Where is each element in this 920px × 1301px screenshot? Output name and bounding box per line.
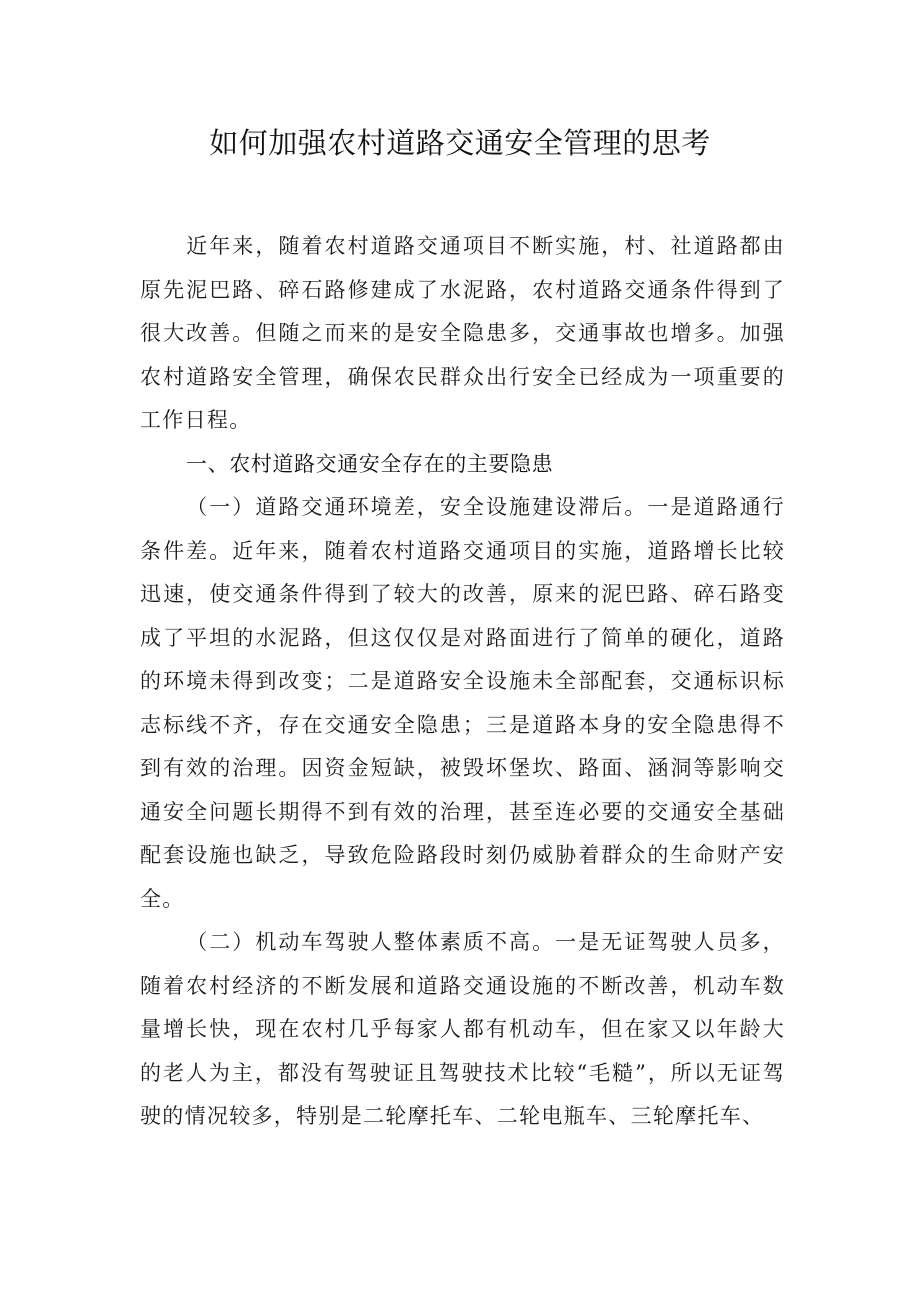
section-heading-1: 一、农村道路交通安全存在的主要隐患: [186, 452, 554, 476]
subsection-2-paragraph: （二）机动车驾驶人整体素质不高。一是无证驾驶人员多，随着农村经济的不断发展和道路交通设施的不断改善，机动车数量增长快，现在农村几乎每家人都有机动车，但在家又以年龄大的老人为主，都没有驾驶证且驾驶技术比较“毛糙”，所以无证驾驶的情况较多，特别是二轮摩托车、二轮电瓶车、三轮摩托车、: [140, 930, 785, 1128]
subsection-1-paragraph: （一）道路交通环境差，安全设施建设滞后。一是道路通行条件差。近年来，随着农村道路交通项目的实施，道路增长比较迅速，使交通条件得到了较大的改善，原来的泥巴路、碎石路变成了平坦的水泥路，但这仅仅是对路面进行了简单的硬化，道路的环境未得到改变；二是道路安全设施未全部配套，交通标识标志标线不齐，存在交通安全隐患；三是道路本身的安全隐患得不到有效的治理。因资金短缺，被毁坏堡坎、路面、涵洞等影响交通安全问题长期得不到有效的治理，甚至连必要的交通安全基础配套设施也缺乏，导致危险路段时刻仍威胁着群众的生命财产安全。: [140, 495, 785, 911]
intro-paragraph: 近年来，随着农村道路交通项目不断实施，村、社道路都由原先泥巴路、碎石路修建成了水泥路，农村道路交通条件得到了很大改善。但随之而来的是安全隐患多，交通事故也增多。加强农村道路安全管理，确保农民群众出行安全已经成为一项重要的工作日程。: [140, 234, 785, 432]
document-title: 如何加强农村道路交通安全管理的思考: [209, 126, 711, 160]
